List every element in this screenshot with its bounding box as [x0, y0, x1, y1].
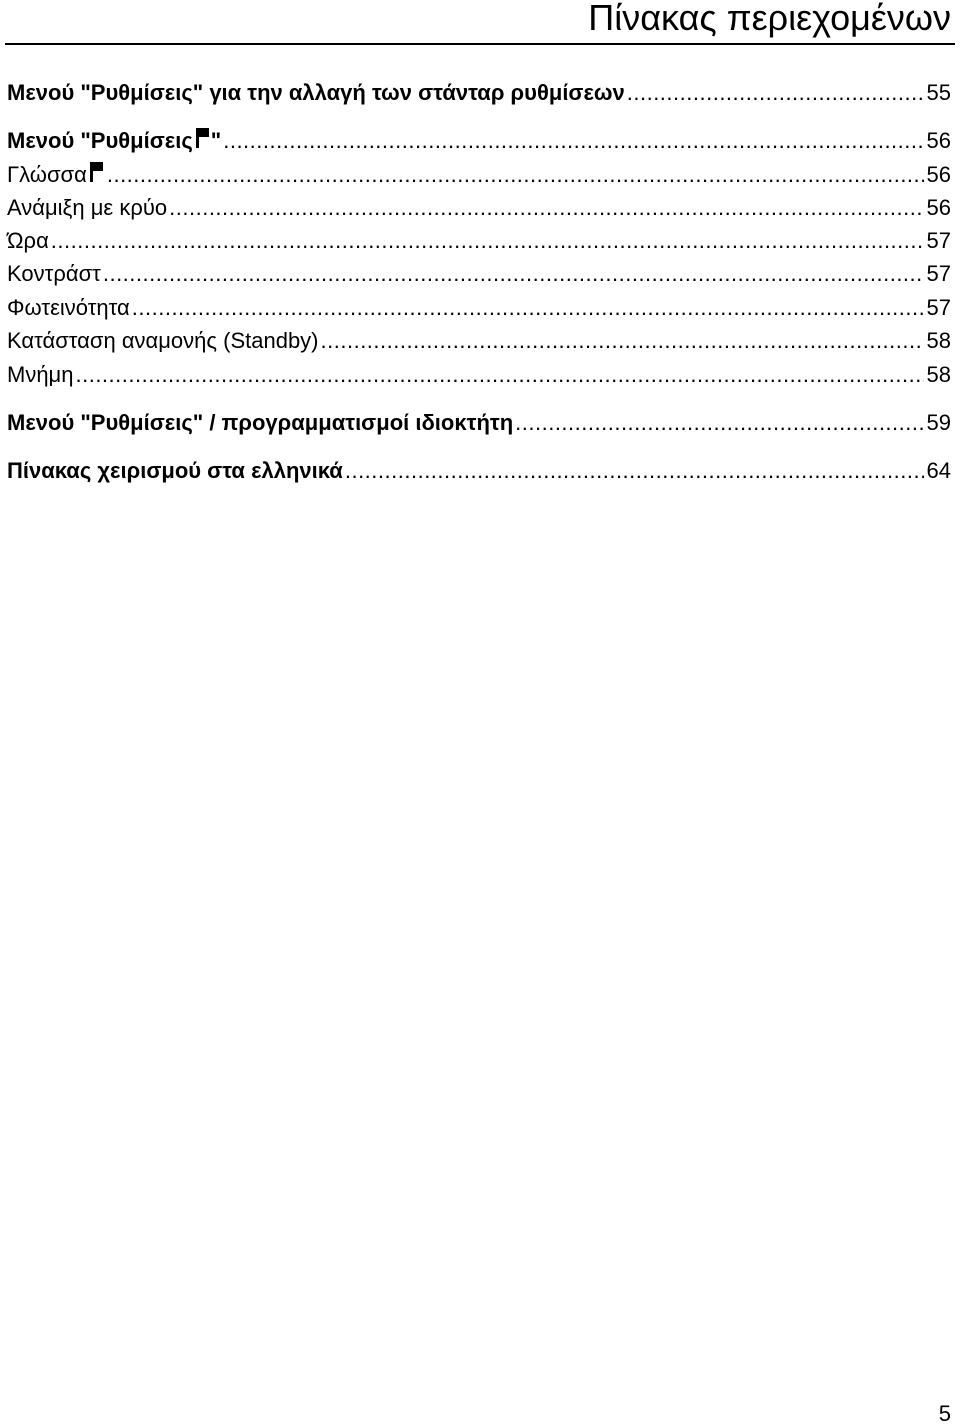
toc-entry-page: 56 — [926, 195, 951, 220]
toc-entry-label: Ώρα — [7, 228, 49, 253]
toc-dot-leader — [627, 78, 924, 108]
toc-entry-label: Μνήμη — [7, 362, 74, 387]
toc-entry-memory[interactable] — [7, 360, 951, 390]
toc-dot-leader — [345, 456, 924, 486]
toc-entry-label: Κατάσταση αναμονής (Standby) — [7, 328, 319, 353]
toc-entry-time[interactable] — [7, 226, 951, 256]
toc-entry-label: Ανάμιξη με κρύο — [7, 195, 168, 220]
toc-dot-leader — [107, 160, 924, 190]
toc-entry-contrast[interactable] — [7, 259, 951, 289]
toc-entry-label: Κοντράστ — [7, 261, 101, 286]
toc-entry-standby[interactable] — [7, 326, 951, 356]
toc-entry-page: 56 — [926, 162, 951, 187]
page-title: Πίνακας περιεχομένων — [588, 0, 951, 38]
flag-icon — [196, 126, 209, 148]
toc-entry-language[interactable] — [7, 160, 951, 190]
toc-entry-settings-menu-language[interactable] — [7, 126, 951, 156]
toc-dot-leader — [132, 293, 924, 323]
toc-entry-label-suffix: " — [210, 128, 222, 153]
toc-entry-label: Φωτεινότητα — [7, 295, 130, 320]
toc-entry-page: 58 — [926, 362, 951, 387]
toc-dot-leader — [321, 326, 924, 356]
toc-entry-page: 57 — [926, 261, 951, 286]
page-number: 5 — [938, 1401, 951, 1426]
toc-entry-brightness[interactable] — [7, 293, 951, 323]
toc-entry-greek-control-panel[interactable] — [7, 456, 951, 486]
toc-entry-page: 57 — [926, 228, 951, 253]
toc-entry-owner-programming[interactable] — [7, 408, 951, 438]
toc-dot-leader — [223, 126, 923, 156]
toc-dot-leader — [51, 226, 924, 256]
toc-entry-page: 56 — [926, 128, 951, 153]
toc-entry-page: 58 — [926, 328, 951, 353]
toc-entry-label-text: Γλώσσα — [7, 162, 87, 187]
toc-entry-page: 64 — [926, 458, 951, 483]
flag-icon — [90, 160, 103, 182]
toc-dot-leader — [103, 259, 924, 289]
toc-dot-leader — [75, 360, 923, 390]
toc-entry-label — [7, 160, 105, 190]
toc-entry-label: Μενού "Ρυθμίσεις" / προγραμματισμοί ιδιοκτήτη — [7, 410, 514, 435]
toc-dot-leader — [515, 408, 923, 438]
title-divider — [5, 43, 955, 45]
toc-entry-label: Πίνακας χειρισμού στα ελληνικά — [7, 458, 343, 483]
toc-entry-label-text: Μενού "Ρυθμίσεις — [7, 128, 193, 153]
toc-entry-label — [7, 126, 221, 156]
toc-entry-label: Μενού "Ρυθμίσεις" για την αλλαγή των στάνταρ ρυθμίσεων — [7, 80, 625, 105]
toc-entry-page: 57 — [926, 295, 951, 320]
toc-entry-cold-mix[interactable] — [7, 193, 951, 223]
toc-entry-page: 55 — [926, 80, 951, 105]
toc-entry-settings-menu-defaults[interactable] — [7, 78, 951, 108]
toc-entry-page: 59 — [926, 410, 951, 435]
toc-dot-leader — [169, 193, 923, 223]
